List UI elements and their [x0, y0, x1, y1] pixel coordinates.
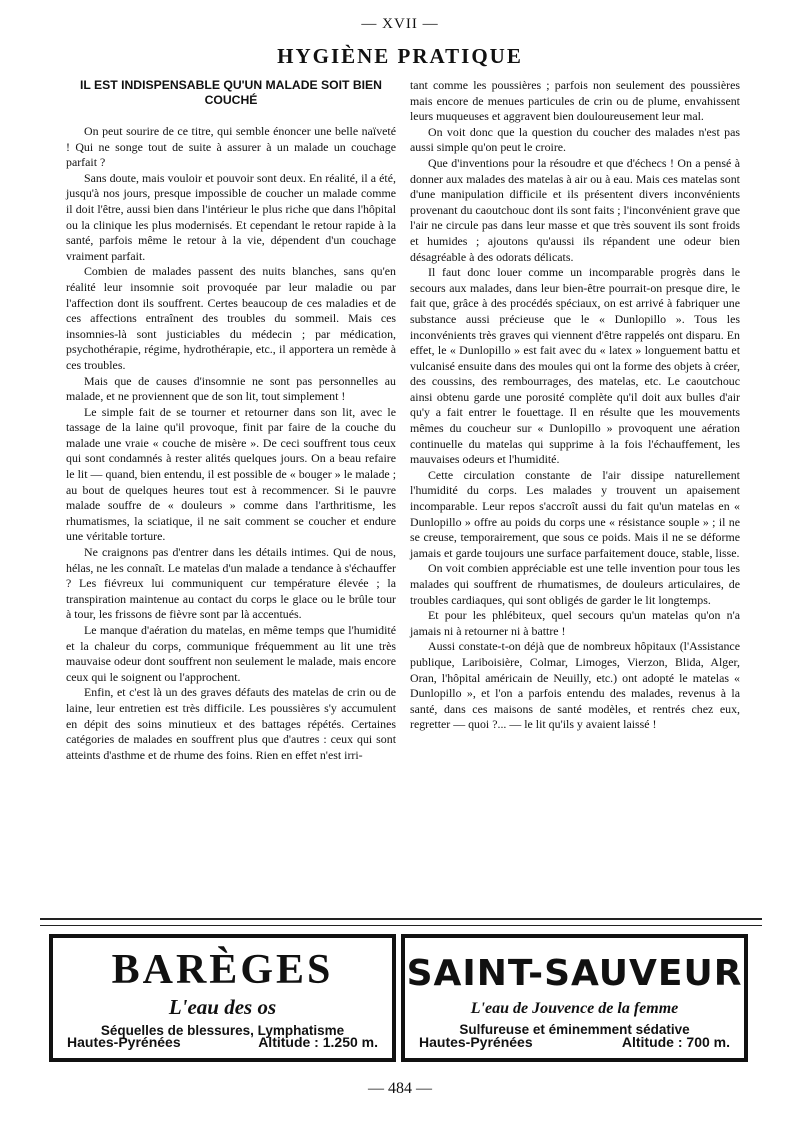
article-title: IL EST INDISPENSABLE QU'UN MALADE SOIT BIEN COUCHÉ — [80, 78, 382, 107]
ad-saint-sauveur — [401, 934, 748, 1062]
ad-bareges — [49, 934, 396, 1062]
paragraph: Le manque d'aération du matelas, en même temps que l'humidité et la chaleur du corps, communique fréquemment au lit une très mauvaise odeur dont souffrent non seulement le malade, mais encore ceux qui le soignent ou l'approchent. — [66, 623, 396, 684]
paragraph: tant comme les poussières ; parfois non seulement des poussières mais encore de menues particules de crin ou de plume, envahissent leurs muqueuses et aggravent bien douloureusement leur mal. — [410, 78, 740, 124]
paragraph: Ne craignons pas d'entrer dans les détails intimes. Qui de nous, hélas, ne les connaît. Le matelas d'un malade a tendance à s'échauffer ? Les fiévreux lui communiquent cur température élevée ; la transpiration maintenue au contact du corps le glace ou le brûle tour à tour, les frissons de fièvre sont par là accentués. — [66, 545, 396, 622]
ad-region: Hautes-Pyrénées — [419, 1034, 533, 1050]
roman-page-number: — XVII — — [361, 16, 439, 32]
paragraph: On voit combien appréciable est une telle invention pour tous les malades qui souffrent de rhumatismes, de douleurs articulaires, de troubles cardiaques, qui sont obligés de garder le lit longtemps. — [410, 561, 740, 607]
right-column — [410, 78, 740, 733]
paragraph: On voit donc que la question du coucher des malades n'est pas aussi simple qu'on peut le croire. — [410, 124, 740, 155]
ad-description: Séquelles de blessures, Lymphatisme — [100, 1023, 345, 1038]
paragraph: Combien de malades passent des nuits blanches, sans qu'en réalité leur insomnie soit provoquée par leur maladie ou par l'affection dont ils souffrent. Certes beaucoup de ces maladies et de ces affections entraînent des troubles du sommeil. Mais ces insomnies-là sont justiciables du médecin ; par médication, psychothérapie, régime, hydrothérapie, etc., il apportera un remède à ces troubles. — [66, 264, 396, 372]
paragraph: On peut sourire de ce titre, qui semble énoncer une belle naïveté ! Qui ne songe tout de suite à assurer à un malade un couchage parfait ? — [66, 124, 396, 170]
paragraph: Et pour les phlébiteux, quel secours qu'un matelas qu'on n'a jamais ni à retourner ni à battre ! — [410, 608, 740, 638]
paragraph: Que d'inventions pour la résoudre et que d'échecs ! On a pensé à donner aux malades des matelas à air ou à eau. Mais ces matelas sont d'une manipulation difficile et ils présentent divers inconvénients provenant du caoutchouc dont ils sont faits ; l'inconvénient grave que l'air ne circule pas dans leur masse et que très souvent ils sont froids et humides ; ajoutons qu'aussi ils répandent une odeur bien désagréable à des odorats délicats. — [410, 155, 740, 264]
paragraph: Enfin, et c'est là un des graves défauts des matelas de crin ou de laine, leur entretien est très difficile. Les poussières s'y accumulent en dépit des soins minutieux et des battages répétés. Certaines catégories de malades en souffrent plus que d'autres : ceux qui sont atteints d'asthme et de rhume des foins. Rien en effet n'est irri- — [66, 685, 396, 762]
ad-description: Sulfureuse et éminemment sédative — [459, 1022, 690, 1037]
section-title: HYGIÈNE PRATIQUE — [277, 44, 523, 68]
left-column — [66, 78, 396, 763]
divider — [40, 925, 762, 926]
ad-footer — [419, 1034, 730, 1050]
ad-tagline: L'eau des os — [168, 995, 277, 1019]
paragraph: Il faut donc louer comme un incomparable progrès dans le secours aux malades, dans leur bien-être pourrait-on presque dire, le fait que, grâce à des procédés spéciaux, on est arrivé à fabriquer une substance aussi précieuse que le « Dunlopillo ». Tous les inconvénients très graves qui viennent d'être rappelés ont disparu. En effet, le « Dunlopillo » est fait avec du « latex » longuement battu et vulcanisé ensuite dans des moules qui ont la forme des objets à créer, des coussins, des rembourrages, des matelas, etc. Le caoutchouc ainsi obtenu garde une porosité complète qu'il doit aux bulles d'air qu'y a fait entrer le fouettage. Il en résulte que les mouvements mêmes du coucheur sur « Dunlopillo » provoquent une aération continuelle du matelas qui supprime à la fois l'échauffement, les mauvaises odeurs et l'humidité. — [410, 265, 740, 467]
paragraph: Mais que de causes d'insomnie ne sont pas personnelles au malade, et ne proviennent que de son lit, tout simplement ! — [66, 373, 396, 404]
ad-name: SAINT-SAUVEUR — [406, 953, 743, 994]
paragraph: Sans doute, mais vouloir et pouvoir sont deux. En réalité, il a été, jusqu'à nos jours, presque impossible de coucher un malade comme il doit l'être, aussi bien dans l'intérieur le plus riche que dans l'hôpital ou la clinique les plus modernisés. Et cependant le retour rapide à la santé, parfois même le retour à la vie, dépendent d'un couchage vraiment parfait. — [66, 170, 396, 263]
divider — [40, 918, 762, 920]
ad-altitude: Altitude : 1.250 m. — [258, 1034, 378, 1050]
ad-tagline: L'eau de Jouvence de la femme — [470, 1000, 679, 1017]
ad-name: BARÈGES — [111, 947, 334, 993]
paragraph: Aussi constate-t-on déjà que de nombreux hôpitaux (l'Assistance publique, Lariboisière, Colmar, Limoges, Vierzon, Blida, Alger, Oran, l'hôpital américain de Neuilly, etc.) ont adopté le matelas « Dunlopillo », et l'on a parfois entendu des malades, revenus à la santé, dans ces maisons de santé modèles, et rentrés chez eux, regretter — quoi ?... — le lit qu'ils y avaient laissé ! — [410, 639, 740, 732]
ad-altitude: Altitude : 700 m. — [621, 1034, 730, 1050]
ad-footer — [67, 1034, 378, 1050]
ad-region: Hautes-Pyrénées — [67, 1034, 181, 1050]
page-number: — 484 — — [368, 1080, 432, 1097]
paragraph: Cette circulation constante de l'air dissipe naturellement l'humidité du corps. Les malades y trouvent un apaisement incomparable. Leur repos s'accroît aussi du fait qu'un matelas en « Dunlopillo » offre au poids du corps une « résistance souple » ; il ne se creuse, temporairement, que sous ce poids. Mais il ne se déforme jamais et garde toujours une surface parfaitement douce, stable, lisse. — [410, 467, 740, 560]
paragraph: Le simple fait de se tourner et retourner dans son lit, avec le tassage de la laine qu'il provoque, finit par faire de la couche du malade une vraie « couche de misère ». De ceci souffrent tous ceux qui sont condamnés à rester alités quelques jours. On a beau refaire le lit — quand, bien entendu, il est possible de « bouger » le malade ; au bout de quelques heures tout est à recommencer. Si le pauvre malade souffre de « douleurs » comme dans l'arthritisme, les rhumatismes, la sciatique, il ne sait comment se coucher et endure une véritable torture. — [66, 404, 396, 544]
